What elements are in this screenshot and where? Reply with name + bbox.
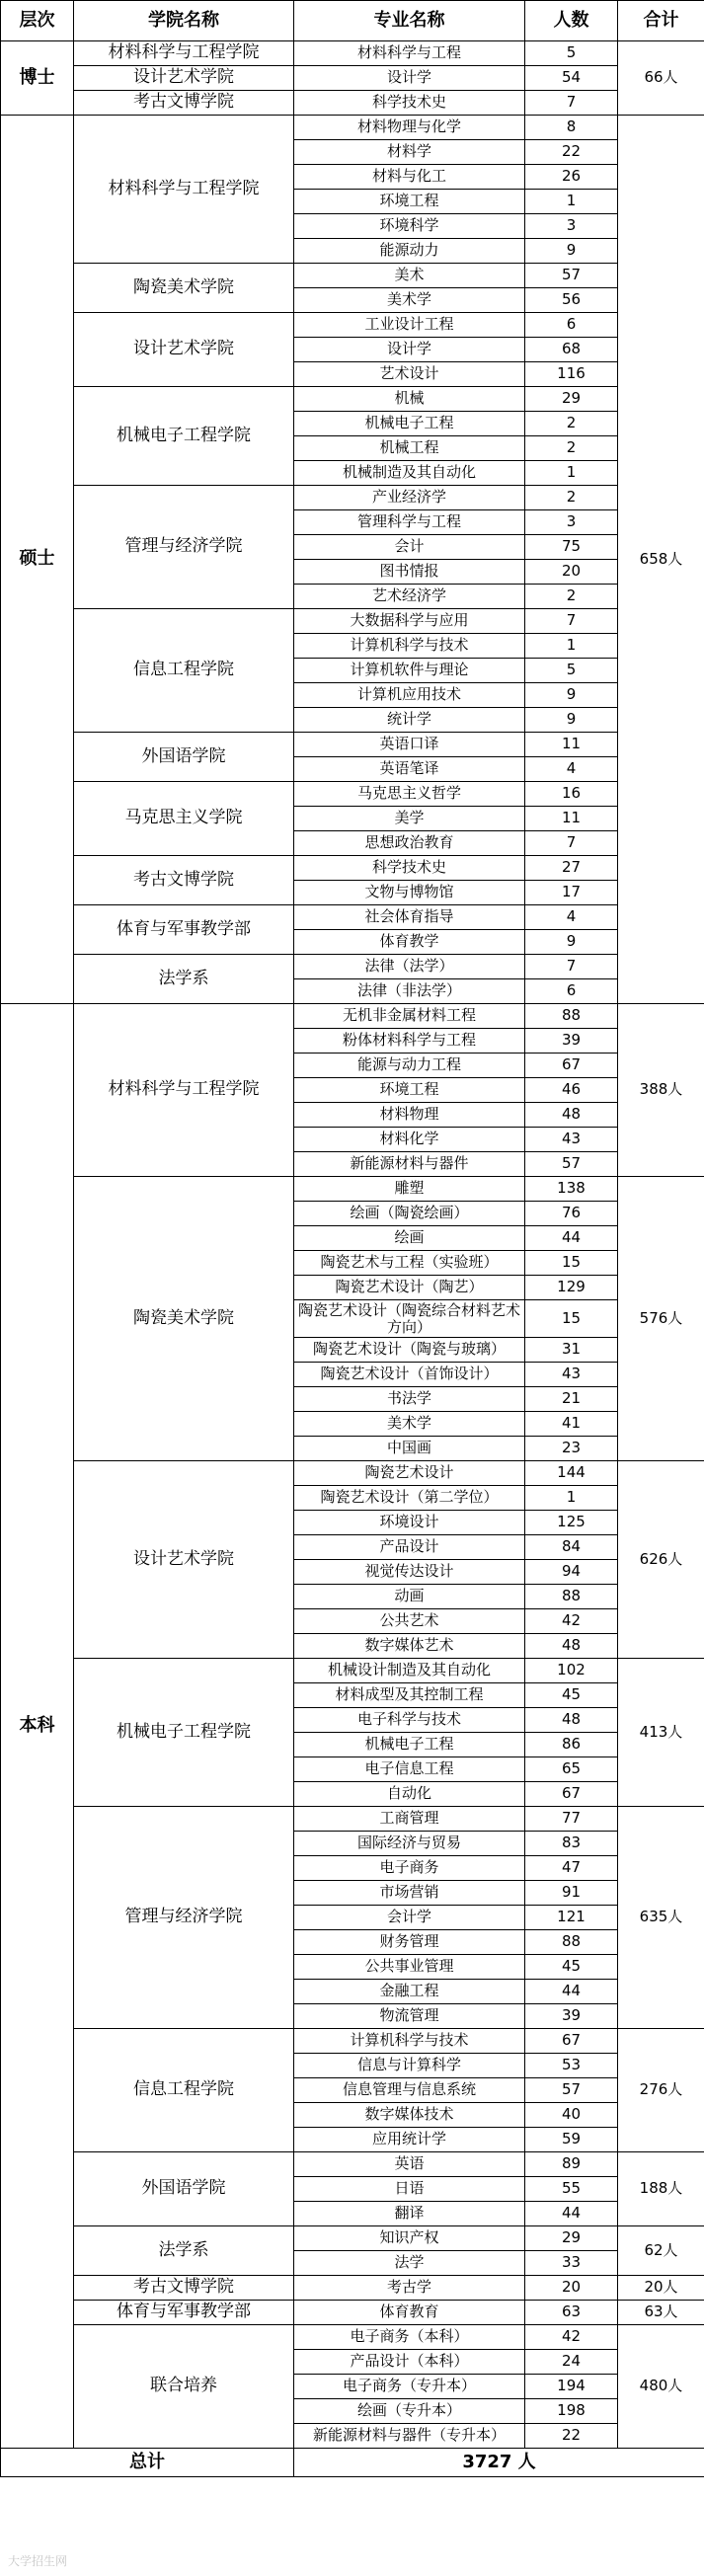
student-count-cell: 83 bbox=[525, 1832, 618, 1856]
major-name-cell: 产品设计 bbox=[294, 1535, 525, 1560]
college-name-cell: 体育与军事教学部 bbox=[74, 905, 294, 955]
major-name-cell: 公共事业管理 bbox=[294, 1955, 525, 1980]
student-count-cell: 7 bbox=[525, 609, 618, 634]
grand-total-value: 3727 人 bbox=[294, 2449, 704, 2477]
table-row bbox=[1, 264, 704, 288]
major-name-cell: 材料物理 bbox=[294, 1103, 525, 1128]
major-name-cell: 新能源材料与器件 bbox=[294, 1152, 525, 1177]
major-name-cell: 英语笔译 bbox=[294, 757, 525, 782]
college-total-cell: 413人 bbox=[618, 1659, 704, 1807]
student-count-cell: 86 bbox=[525, 1733, 618, 1757]
major-name-cell: 信息与计算科学 bbox=[294, 2054, 525, 2078]
table-row bbox=[1, 1004, 704, 1029]
major-name-cell: 科学技术史 bbox=[294, 91, 525, 116]
student-count-cell: 54 bbox=[525, 66, 618, 91]
table-row bbox=[1, 486, 704, 510]
major-name-cell: 数字媒体艺术 bbox=[294, 1634, 525, 1659]
major-name-cell: 物流管理 bbox=[294, 2004, 525, 2029]
section-total-cell: 658人 bbox=[618, 116, 704, 1004]
major-name-cell: 统计学 bbox=[294, 708, 525, 733]
header-level: 层次 bbox=[1, 1, 74, 41]
college-total-cell: 388人 bbox=[618, 1004, 704, 1177]
major-name-cell: 英语口译 bbox=[294, 733, 525, 757]
student-count-cell: 75 bbox=[525, 535, 618, 560]
major-name-cell: 设计学 bbox=[294, 338, 525, 362]
student-count-cell: 55 bbox=[525, 2177, 618, 2202]
student-count-cell: 6 bbox=[525, 979, 618, 1004]
student-count-cell: 57 bbox=[525, 1152, 618, 1177]
student-count-cell: 57 bbox=[525, 264, 618, 288]
student-count-cell: 41 bbox=[525, 1412, 618, 1437]
student-count-cell: 67 bbox=[525, 1782, 618, 1807]
student-count-cell: 45 bbox=[525, 1683, 618, 1708]
major-name-cell: 材料与化工 bbox=[294, 165, 525, 190]
major-name-cell: 陶瓷艺术设计（陶艺） bbox=[294, 1276, 525, 1300]
major-name-cell: 绘画 bbox=[294, 1226, 525, 1251]
level-cell: 硕士 bbox=[1, 116, 74, 1004]
student-count-cell: 7 bbox=[525, 955, 618, 979]
major-name-cell: 工商管理 bbox=[294, 1807, 525, 1832]
major-name-cell: 翻译 bbox=[294, 2202, 525, 2226]
major-name-cell: 大数据科学与应用 bbox=[294, 609, 525, 634]
student-count-cell: 1 bbox=[525, 190, 618, 214]
college-total-cell: 276人 bbox=[618, 2029, 704, 2152]
student-count-cell: 44 bbox=[525, 2202, 618, 2226]
major-name-cell: 美学 bbox=[294, 807, 525, 831]
major-name-cell: 环境工程 bbox=[294, 190, 525, 214]
major-name-cell: 材料物理与化学 bbox=[294, 116, 525, 140]
student-count-cell: 11 bbox=[525, 733, 618, 757]
major-name-cell: 陶瓷艺术与工程（实验班） bbox=[294, 1251, 525, 1276]
student-count-cell: 29 bbox=[525, 387, 618, 412]
major-name-cell: 陶瓷艺术设计（第二学位） bbox=[294, 1486, 525, 1511]
major-name-cell: 工业设计工程 bbox=[294, 313, 525, 338]
student-count-cell: 9 bbox=[525, 708, 618, 733]
major-name-cell: 艺术设计 bbox=[294, 362, 525, 387]
major-name-cell: 公共艺术 bbox=[294, 1609, 525, 1634]
student-count-cell: 39 bbox=[525, 1029, 618, 1054]
major-name-cell: 英语 bbox=[294, 2152, 525, 2177]
major-name-cell: 知识产权 bbox=[294, 2226, 525, 2251]
student-count-cell: 129 bbox=[525, 1276, 618, 1300]
major-name-cell: 美术 bbox=[294, 264, 525, 288]
major-name-cell: 考古学 bbox=[294, 2276, 525, 2301]
major-name-cell: 无机非金属材料工程 bbox=[294, 1004, 525, 1029]
major-name-cell: 计算机软件与理论 bbox=[294, 659, 525, 683]
college-name-cell: 陶瓷美术学院 bbox=[74, 264, 294, 313]
major-name-cell: 管理科学与工程 bbox=[294, 510, 525, 535]
major-name-cell: 绘画（陶瓷绘画） bbox=[294, 1202, 525, 1226]
major-name-cell: 环境科学 bbox=[294, 214, 525, 239]
student-count-cell: 9 bbox=[525, 930, 618, 955]
student-count-cell: 116 bbox=[525, 362, 618, 387]
student-count-cell: 67 bbox=[525, 2029, 618, 2054]
table-row bbox=[1, 905, 704, 930]
student-count-cell: 94 bbox=[525, 1560, 618, 1585]
college-total-cell: 635人 bbox=[618, 1807, 704, 2029]
student-count-cell: 144 bbox=[525, 1461, 618, 1486]
student-count-cell: 20 bbox=[525, 2276, 618, 2301]
table-row bbox=[1, 2029, 704, 2054]
major-name-cell: 机械 bbox=[294, 387, 525, 412]
table-row bbox=[1, 387, 704, 412]
student-count-cell: 44 bbox=[525, 1226, 618, 1251]
level-cell: 本科 bbox=[1, 1004, 74, 2449]
student-count-cell: 76 bbox=[525, 1202, 618, 1226]
student-count-cell: 15 bbox=[525, 1251, 618, 1276]
student-count-cell: 3 bbox=[525, 214, 618, 239]
major-name-cell: 财务管理 bbox=[294, 1930, 525, 1955]
student-count-cell: 48 bbox=[525, 1103, 618, 1128]
student-count-cell: 11 bbox=[525, 807, 618, 831]
major-name-cell: 陶瓷艺术设计（陶瓷综合材料艺术方向） bbox=[294, 1300, 525, 1338]
student-count-cell: 27 bbox=[525, 856, 618, 881]
section-total-cell: 66人 bbox=[618, 41, 704, 116]
major-name-cell: 日语 bbox=[294, 2177, 525, 2202]
table-body bbox=[1, 41, 704, 2449]
major-name-cell: 新能源材料与器件（专升本） bbox=[294, 2424, 525, 2449]
major-name-cell: 机械设计制造及其自动化 bbox=[294, 1659, 525, 1683]
header-count: 人数 bbox=[525, 1, 618, 41]
student-count-cell: 7 bbox=[525, 91, 618, 116]
major-name-cell: 应用统计学 bbox=[294, 2128, 525, 2152]
student-count-cell: 1 bbox=[525, 1486, 618, 1511]
college-name-cell: 管理与经济学院 bbox=[74, 1807, 294, 2029]
college-name-cell: 设计艺术学院 bbox=[74, 1461, 294, 1659]
major-name-cell: 马克思主义哲学 bbox=[294, 782, 525, 807]
college-total-cell: 576人 bbox=[618, 1177, 704, 1461]
college-total-cell: 626人 bbox=[618, 1461, 704, 1659]
table-row bbox=[1, 1461, 704, 1486]
major-name-cell: 国际经济与贸易 bbox=[294, 1832, 525, 1856]
student-count-cell: 45 bbox=[525, 1955, 618, 1980]
major-name-cell: 计算机科学与技术 bbox=[294, 634, 525, 659]
major-name-cell: 视觉传达设计 bbox=[294, 1560, 525, 1585]
major-name-cell: 电子科学与技术 bbox=[294, 1708, 525, 1733]
major-name-cell: 计算机应用技术 bbox=[294, 683, 525, 708]
college-total-cell: 63人 bbox=[618, 2301, 704, 2325]
major-name-cell: 设计学 bbox=[294, 66, 525, 91]
major-name-cell: 中国画 bbox=[294, 1437, 525, 1461]
student-count-cell: 42 bbox=[525, 2325, 618, 2350]
major-name-cell: 环境设计 bbox=[294, 1511, 525, 1535]
major-name-cell: 艺术经济学 bbox=[294, 585, 525, 609]
student-count-cell: 4 bbox=[525, 905, 618, 930]
student-count-cell: 3 bbox=[525, 510, 618, 535]
student-count-cell: 121 bbox=[525, 1906, 618, 1930]
student-count-cell: 2 bbox=[525, 436, 618, 461]
table-row bbox=[1, 2152, 704, 2177]
student-count-cell: 9 bbox=[525, 683, 618, 708]
student-count-cell: 65 bbox=[525, 1757, 618, 1782]
college-name-cell: 外国语学院 bbox=[74, 733, 294, 782]
college-name-cell: 考古文博学院 bbox=[74, 856, 294, 905]
major-name-cell: 美术学 bbox=[294, 288, 525, 313]
major-name-cell: 电子商务（本科） bbox=[294, 2325, 525, 2350]
college-name-cell: 信息工程学院 bbox=[74, 2029, 294, 2152]
table-row bbox=[1, 1807, 704, 1832]
table-row bbox=[1, 2301, 704, 2325]
major-name-cell: 材料科学与工程 bbox=[294, 41, 525, 66]
major-name-cell: 能源动力 bbox=[294, 239, 525, 264]
student-count-cell: 43 bbox=[525, 1128, 618, 1152]
grand-total-label: 总计 bbox=[1, 2449, 294, 2477]
college-name-cell: 法学系 bbox=[74, 955, 294, 1004]
major-name-cell: 陶瓷艺术设计（首饰设计） bbox=[294, 1363, 525, 1387]
college-total-cell: 20人 bbox=[618, 2276, 704, 2301]
student-count-cell: 5 bbox=[525, 659, 618, 683]
table-row bbox=[1, 733, 704, 757]
college-name-cell: 机械电子工程学院 bbox=[74, 1659, 294, 1807]
major-name-cell: 法律（法学） bbox=[294, 955, 525, 979]
major-name-cell: 科学技术史 bbox=[294, 856, 525, 881]
student-count-cell: 5 bbox=[525, 41, 618, 66]
college-name-cell: 信息工程学院 bbox=[74, 609, 294, 733]
student-count-cell: 2 bbox=[525, 486, 618, 510]
student-count-cell: 77 bbox=[525, 1807, 618, 1832]
student-count-cell: 42 bbox=[525, 1609, 618, 1634]
college-name-cell: 外国语学院 bbox=[74, 2152, 294, 2226]
table-row bbox=[1, 2325, 704, 2350]
student-count-cell: 89 bbox=[525, 2152, 618, 2177]
student-count-cell: 9 bbox=[525, 239, 618, 264]
major-name-cell: 动画 bbox=[294, 1585, 525, 1609]
college-name-cell: 马克思主义学院 bbox=[74, 782, 294, 856]
student-count-cell: 1 bbox=[525, 634, 618, 659]
major-name-cell: 绘画（专升本） bbox=[294, 2399, 525, 2424]
student-count-cell: 47 bbox=[525, 1856, 618, 1881]
level-cell: 博士 bbox=[1, 41, 74, 116]
table-row bbox=[1, 66, 704, 91]
table-row bbox=[1, 609, 704, 634]
college-name-cell: 考古文博学院 bbox=[74, 91, 294, 116]
major-name-cell: 材料成型及其控制工程 bbox=[294, 1683, 525, 1708]
header-total: 合计 bbox=[618, 1, 704, 41]
major-name-cell: 会计学 bbox=[294, 1906, 525, 1930]
student-count-cell: 102 bbox=[525, 1659, 618, 1683]
student-count-cell: 59 bbox=[525, 2128, 618, 2152]
major-name-cell: 电子商务 bbox=[294, 1856, 525, 1881]
student-count-cell: 91 bbox=[525, 1881, 618, 1906]
student-count-cell: 8 bbox=[525, 116, 618, 140]
table-row bbox=[1, 2226, 704, 2251]
major-name-cell: 机械电子工程 bbox=[294, 412, 525, 436]
student-count-cell: 53 bbox=[525, 2054, 618, 2078]
student-count-cell: 48 bbox=[525, 1634, 618, 1659]
college-name-cell: 管理与经济学院 bbox=[74, 486, 294, 609]
major-name-cell: 体育教学 bbox=[294, 930, 525, 955]
table-row bbox=[1, 313, 704, 338]
student-count-cell: 84 bbox=[525, 1535, 618, 1560]
student-count-cell: 22 bbox=[525, 140, 618, 165]
major-name-cell: 机械电子工程 bbox=[294, 1733, 525, 1757]
major-name-cell: 体育教育 bbox=[294, 2301, 525, 2325]
student-count-cell: 43 bbox=[525, 1363, 618, 1387]
college-name-cell: 陶瓷美术学院 bbox=[74, 1177, 294, 1461]
college-name-cell: 设计艺术学院 bbox=[74, 313, 294, 387]
student-count-cell: 29 bbox=[525, 2226, 618, 2251]
student-count-cell: 88 bbox=[525, 1930, 618, 1955]
major-name-cell: 产品设计（本科） bbox=[294, 2350, 525, 2375]
grand-total-row bbox=[1, 2449, 704, 2477]
student-count-cell: 15 bbox=[525, 1300, 618, 1338]
college-name-cell: 机械电子工程学院 bbox=[74, 387, 294, 486]
student-count-cell: 24 bbox=[525, 2350, 618, 2375]
student-count-cell: 40 bbox=[525, 2103, 618, 2128]
student-count-cell: 125 bbox=[525, 1511, 618, 1535]
student-count-cell: 44 bbox=[525, 1980, 618, 2004]
major-name-cell: 材料化学 bbox=[294, 1128, 525, 1152]
major-name-cell: 计算机科学与技术 bbox=[294, 2029, 525, 2054]
major-name-cell: 机械制造及其自动化 bbox=[294, 461, 525, 486]
student-count-cell: 33 bbox=[525, 2251, 618, 2276]
student-count-cell: 46 bbox=[525, 1078, 618, 1103]
major-name-cell: 会计 bbox=[294, 535, 525, 560]
major-name-cell: 信息管理与信息系统 bbox=[294, 2078, 525, 2103]
major-name-cell: 机械工程 bbox=[294, 436, 525, 461]
major-name-cell: 数字媒体技术 bbox=[294, 2103, 525, 2128]
table-row bbox=[1, 2276, 704, 2301]
student-count-cell: 23 bbox=[525, 1437, 618, 1461]
major-name-cell: 金融工程 bbox=[294, 1980, 525, 2004]
table-row bbox=[1, 782, 704, 807]
major-name-cell: 市场营销 bbox=[294, 1881, 525, 1906]
student-count-cell: 88 bbox=[525, 1585, 618, 1609]
college-name-cell: 联合培养 bbox=[74, 2325, 294, 2449]
table-row bbox=[1, 955, 704, 979]
student-count-cell: 48 bbox=[525, 1708, 618, 1733]
major-name-cell: 电子信息工程 bbox=[294, 1757, 525, 1782]
college-name-cell: 考古文博学院 bbox=[74, 2276, 294, 2301]
major-name-cell: 产业经济学 bbox=[294, 486, 525, 510]
student-count-cell: 88 bbox=[525, 1004, 618, 1029]
watermark-text: 大学招生网 bbox=[8, 2554, 68, 2568]
major-name-cell: 电子商务（专升本） bbox=[294, 2375, 525, 2399]
student-count-cell: 22 bbox=[525, 2424, 618, 2449]
student-count-cell: 198 bbox=[525, 2399, 618, 2424]
college-total-cell: 188人 bbox=[618, 2152, 704, 2226]
major-name-cell: 自动化 bbox=[294, 1782, 525, 1807]
major-name-cell: 环境工程 bbox=[294, 1078, 525, 1103]
student-count-cell: 194 bbox=[525, 2375, 618, 2399]
major-name-cell: 社会体育指导 bbox=[294, 905, 525, 930]
major-name-cell: 粉体材料科学与工程 bbox=[294, 1029, 525, 1054]
table-row bbox=[1, 41, 704, 66]
table-row bbox=[1, 1659, 704, 1683]
table-row bbox=[1, 856, 704, 881]
student-count-cell: 1 bbox=[525, 461, 618, 486]
college-name-cell: 设计艺术学院 bbox=[74, 66, 294, 91]
college-name-cell: 体育与军事教学部 bbox=[74, 2301, 294, 2325]
student-count-cell: 20 bbox=[525, 560, 618, 585]
major-name-cell: 法律（非法学） bbox=[294, 979, 525, 1004]
major-name-cell: 材料学 bbox=[294, 140, 525, 165]
college-name-cell: 材料科学与工程学院 bbox=[74, 116, 294, 264]
student-count-cell: 67 bbox=[525, 1054, 618, 1078]
college-name-cell: 法学系 bbox=[74, 2226, 294, 2276]
major-name-cell: 文物与博物馆 bbox=[294, 881, 525, 905]
student-count-cell: 56 bbox=[525, 288, 618, 313]
college-total-cell: 480人 bbox=[618, 2325, 704, 2449]
student-count-cell: 57 bbox=[525, 2078, 618, 2103]
student-count-cell: 21 bbox=[525, 1387, 618, 1412]
college-name-cell: 材料科学与工程学院 bbox=[74, 41, 294, 66]
student-count-cell: 138 bbox=[525, 1177, 618, 1202]
major-name-cell: 美术学 bbox=[294, 1412, 525, 1437]
student-count-cell: 39 bbox=[525, 2004, 618, 2029]
student-count-cell: 26 bbox=[525, 165, 618, 190]
major-name-cell: 书法学 bbox=[294, 1387, 525, 1412]
major-name-cell: 图书情报 bbox=[294, 560, 525, 585]
college-total-cell: 62人 bbox=[618, 2226, 704, 2276]
student-count-cell: 2 bbox=[525, 585, 618, 609]
table-row bbox=[1, 116, 704, 140]
student-count-cell: 4 bbox=[525, 757, 618, 782]
table-row bbox=[1, 1177, 704, 1202]
major-name-cell: 法学 bbox=[294, 2251, 525, 2276]
student-count-cell: 7 bbox=[525, 831, 618, 856]
major-name-cell: 能源与动力工程 bbox=[294, 1054, 525, 1078]
major-name-cell: 陶瓷艺术设计（陶瓷与玻璃） bbox=[294, 1338, 525, 1363]
table-row bbox=[1, 91, 704, 116]
header-major: 专业名称 bbox=[294, 1, 525, 41]
table-header-row bbox=[1, 1, 704, 41]
major-name-cell: 雕塑 bbox=[294, 1177, 525, 1202]
college-name-cell: 材料科学与工程学院 bbox=[74, 1004, 294, 1177]
student-count-cell: 16 bbox=[525, 782, 618, 807]
student-count-cell: 31 bbox=[525, 1338, 618, 1363]
student-count-cell: 68 bbox=[525, 338, 618, 362]
major-name-cell: 思想政治教育 bbox=[294, 831, 525, 856]
student-count-cell: 17 bbox=[525, 881, 618, 905]
student-count-cell: 63 bbox=[525, 2301, 618, 2325]
student-count-cell: 2 bbox=[525, 412, 618, 436]
major-name-cell: 陶瓷艺术设计 bbox=[294, 1461, 525, 1486]
student-count-cell: 6 bbox=[525, 313, 618, 338]
header-college: 学院名称 bbox=[74, 1, 294, 41]
